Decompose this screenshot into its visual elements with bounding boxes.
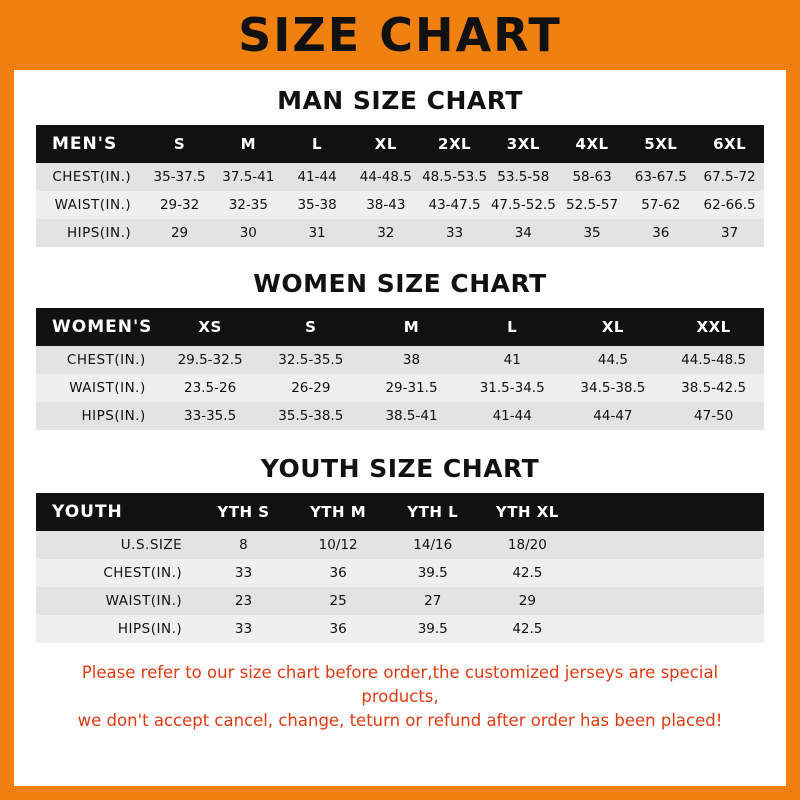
women-col-s: S — [305, 318, 317, 336]
men-hips-xl: 32 — [377, 225, 395, 241]
youth-col-s: YTH S — [217, 503, 270, 521]
footer-note-line1: Please refer to our size chart before order,the customized jerseys are special products, — [81, 663, 719, 706]
table-row — [36, 191, 764, 219]
men-chest-5xl: 63-67.5 — [634, 169, 687, 185]
page-title: SIZE CHART — [238, 8, 562, 62]
footer-note — [36, 661, 764, 733]
women-hips-xxl: 47-50 — [694, 408, 734, 424]
youth-waist-s: 23 — [234, 593, 253, 609]
youth-waist-l: 27 — [424, 593, 442, 609]
women-chest-s: 32.5-35.5 — [278, 352, 344, 368]
men-waist-4xl: 52.5-57 — [566, 197, 619, 213]
men-waist-label: WAIST(IN.) — [54, 197, 132, 213]
men-row-header: MEN'S — [52, 134, 118, 154]
youth-ussize-l: 14/16 — [413, 537, 453, 553]
table-row — [36, 374, 764, 402]
table-row — [36, 402, 764, 430]
women-hips-l: 41-44 — [492, 408, 532, 424]
bottom-accent-bar — [14, 786, 786, 800]
men-hips-s: 29 — [170, 225, 189, 241]
men-hips-4xl: 35 — [583, 225, 601, 241]
youth-col-l: YTH L — [407, 503, 459, 521]
youth-size-table — [36, 493, 764, 643]
men-chest-label: CHEST(IN.) — [52, 169, 132, 185]
women-waist-l: 31.5-34.5 — [479, 380, 545, 396]
men-col-5xl: 5XL — [644, 135, 678, 153]
youth-col-xl: YTH XL — [495, 503, 559, 521]
men-chest-m: 37.5-41 — [222, 169, 275, 185]
youth-ussize-xl: 18/20 — [507, 537, 547, 553]
men-chest-s: 35-37.5 — [153, 169, 206, 185]
women-col-xxl: XXL — [696, 318, 731, 336]
women-col-m: M — [403, 318, 420, 336]
men-chest-6xl: 67.5-72 — [703, 169, 756, 185]
youth-waist-m: 25 — [329, 593, 347, 609]
youth-hips-l: 39.5 — [417, 621, 448, 637]
men-hips-m: 30 — [239, 225, 257, 241]
men-chest-l: 41-44 — [297, 169, 337, 185]
men-hips-label: HIPS(IN.) — [66, 225, 132, 241]
women-hips-label: HIPS(IN.) — [81, 408, 146, 424]
youth-chest-s: 33 — [234, 565, 253, 581]
youth-chest-m: 36 — [329, 565, 347, 581]
women-chest-xs: 29.5-32.5 — [177, 352, 243, 368]
men-waist-5xl: 57-62 — [641, 197, 681, 213]
table-row — [36, 163, 764, 191]
banner — [14, 0, 786, 70]
section-title-youth: YOUTH SIZE CHART — [260, 454, 540, 483]
women-waist-m: 29-31.5 — [385, 380, 438, 396]
men-col-l: L — [312, 135, 323, 153]
women-waist-xl: 34.5-38.5 — [580, 380, 646, 396]
women-chest-label: CHEST(IN.) — [66, 352, 146, 368]
women-waist-label: WAIST(IN.) — [69, 380, 146, 396]
youth-hips-s: 33 — [234, 621, 253, 637]
men-col-xl: XL — [374, 135, 397, 153]
men-waist-3xl: 47.5-52.5 — [490, 197, 556, 213]
youth-waist-label: WAIST(IN.) — [105, 593, 183, 609]
content — [14, 86, 786, 733]
table-row — [36, 559, 764, 587]
women-hips-xs: 33-35.5 — [184, 408, 237, 424]
men-hips-5xl: 36 — [652, 225, 670, 241]
women-chest-xxl: 44.5-48.5 — [681, 352, 747, 368]
women-col-l: L — [507, 318, 518, 336]
women-hips-s: 35.5-38.5 — [278, 408, 344, 424]
men-chest-2xl: 48.5-53.5 — [422, 169, 488, 185]
section-title-women: WOMEN SIZE CHART — [253, 269, 547, 298]
youth-hips-m: 36 — [329, 621, 347, 637]
youth-chest-xl: 42.5 — [512, 565, 543, 581]
men-hips-3xl: 34 — [514, 225, 532, 241]
youth-ussize-m: 10/12 — [318, 537, 358, 553]
men-col-m: M — [240, 135, 257, 153]
table-row — [36, 531, 764, 559]
youth-chest-label: CHEST(IN.) — [103, 565, 183, 581]
men-waist-l: 35-38 — [297, 197, 337, 213]
youth-chest-spacer — [575, 559, 764, 587]
women-waist-xxl: 38.5-42.5 — [681, 380, 747, 396]
women-col-xs: XS — [198, 318, 222, 336]
women-hips-xl: 44-47 — [593, 408, 633, 424]
men-size-table — [36, 125, 764, 247]
youth-hips-xl: 42.5 — [512, 621, 543, 637]
youth-ussize-spacer — [575, 531, 764, 559]
women-chest-xl: 44.5 — [597, 352, 628, 368]
men-hips-2xl: 33 — [445, 225, 464, 241]
men-waist-2xl: 43-47.5 — [428, 197, 481, 213]
table-row — [36, 587, 764, 615]
women-row-header: WOMEN'S — [52, 317, 153, 337]
men-chest-3xl: 53.5-58 — [497, 169, 550, 185]
men-col-s: S — [173, 135, 186, 153]
youth-ussize-s: 8 — [239, 537, 248, 553]
women-col-xl: XL — [601, 318, 624, 336]
men-chest-4xl: 58-63 — [572, 169, 612, 185]
table-header-row — [36, 125, 764, 163]
table-row — [36, 346, 764, 374]
women-chest-l: 41 — [503, 352, 521, 368]
youth-hips-spacer — [575, 615, 764, 643]
men-chest-xl: 44-48.5 — [359, 169, 412, 185]
men-waist-m: 32-35 — [228, 197, 268, 213]
youth-hips-label: HIPS(IN.) — [117, 621, 183, 637]
women-waist-s: 26-29 — [291, 380, 331, 396]
women-chest-m: 38 — [402, 352, 421, 368]
youth-waist-xl: 29 — [518, 593, 536, 609]
youth-col-spacer — [575, 493, 764, 531]
men-waist-xl: 38-43 — [366, 197, 406, 213]
men-waist-6xl: 62-66.5 — [703, 197, 756, 213]
men-col-3xl: 3XL — [506, 135, 540, 153]
youth-col-m: YTH M — [309, 503, 367, 521]
youth-waist-spacer — [575, 587, 764, 615]
men-col-4xl: 4XL — [575, 135, 609, 153]
women-size-table — [36, 308, 764, 430]
men-waist-s: 29-32 — [159, 197, 200, 213]
table-row — [36, 615, 764, 643]
men-hips-l: 31 — [308, 225, 326, 241]
table-row — [36, 219, 764, 247]
youth-chest-l: 39.5 — [417, 565, 448, 581]
men-col-6xl: 6XL — [713, 135, 747, 153]
table-header-row — [36, 308, 764, 346]
women-hips-m: 38.5-41 — [385, 408, 438, 424]
section-title-men: MAN SIZE CHART — [277, 86, 523, 115]
table-header-row — [36, 493, 764, 531]
footer-note-line2: we don't accept cancel, change, teturn or refund after order has been placed! — [77, 710, 723, 730]
men-col-2xl: 2XL — [438, 135, 472, 153]
women-waist-xs: 23.5-26 — [184, 380, 237, 396]
youth-row-header: YOUTH — [52, 502, 123, 522]
men-hips-6xl: 37 — [721, 225, 739, 241]
youth-ussize-label: U.S.SIZE — [120, 537, 183, 553]
